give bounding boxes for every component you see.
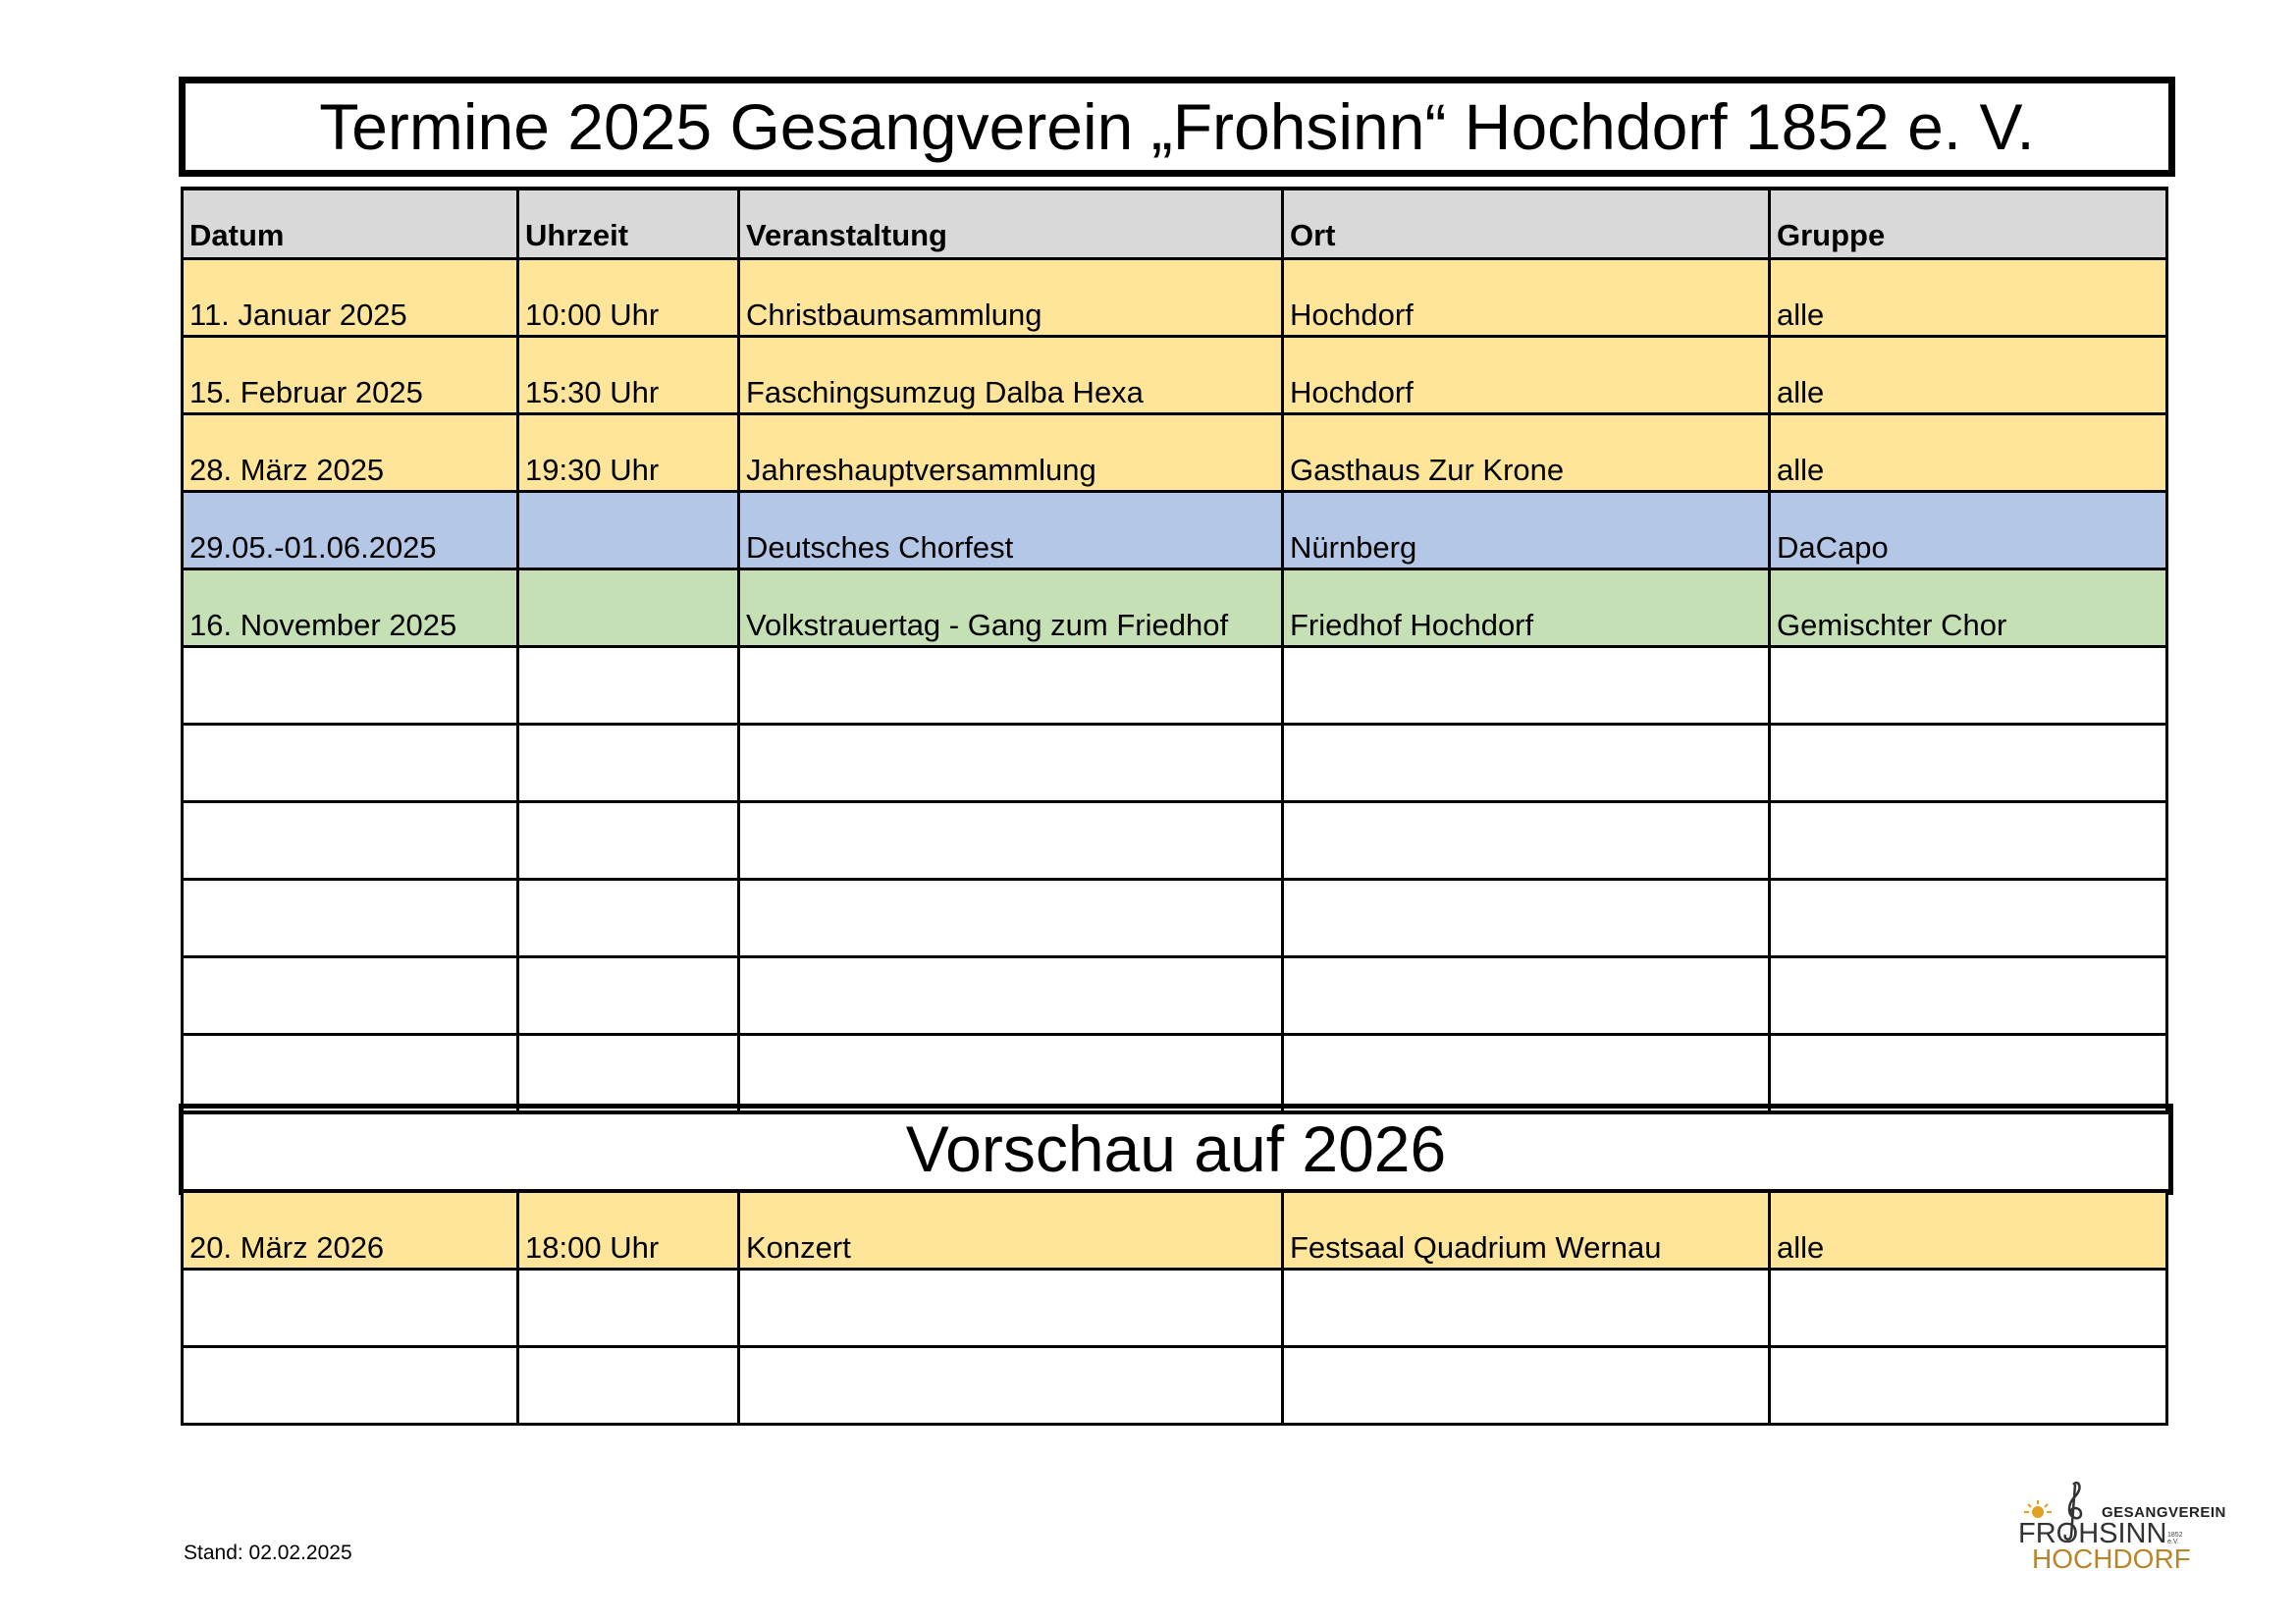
logo-year: 1852 e.V. [2167,1532,2183,1545]
club-logo [2018,1473,2226,1574]
empty-table-row [183,725,2167,802]
table-row [183,492,2167,569]
cell-uhrzeit: 10:00 Uhr [518,259,739,337]
empty-table-row [183,880,2167,957]
table-row [183,1192,2167,1270]
empty-table-row [183,647,2167,725]
cell-datum: 11. Januar 2025 [183,259,518,337]
table-row [183,259,2167,337]
cell-veranstaltung: Faschingsumzug Dalba Hexa [739,337,1283,414]
cell-veranstaltung: Jahreshauptversammlung [739,414,1283,492]
cell-veranstaltung: Deutsches Chorfest [739,492,1283,569]
cell-datum: 16. November 2025 [183,569,518,647]
column-header-datum: Datum [183,189,518,259]
cell-datum: 20. März 2026 [183,1192,518,1270]
cell-datum: 28. März 2025 [183,414,518,492]
empty-table-row [183,957,2167,1035]
cell-gruppe: alle [1770,414,2167,492]
cell-ort: Hochdorf [1283,337,1770,414]
page-title-box [179,77,2175,177]
column-header-uhrzeit: Uhrzeit [518,189,739,259]
stand-date: Stand: 02.02.2025 [184,1542,352,1564]
cell-datum: 15. Februar 2025 [183,337,518,414]
cell-uhrzeit [518,569,739,647]
cell-ort: Gasthaus Zur Krone [1283,414,1770,492]
preview-events-table [181,1190,2168,1426]
column-header-ort: Ort [1283,189,1770,259]
cell-uhrzeit [518,492,739,569]
cell-gruppe: Gemischter Chor [1770,569,2167,647]
empty-table-row [183,1270,2167,1347]
logo-line-gesangverein: GESANGVEREIN [2102,1504,2226,1521]
cell-gruppe: alle [1770,1192,2167,1270]
table-header-row [183,189,2167,259]
column-header-gruppe: Gruppe [1770,189,2167,259]
events-table [181,187,2168,1114]
empty-table-row [183,1347,2167,1425]
cell-ort: Festsaal Quadrium Wernau [1283,1192,1770,1270]
cell-datum: 29.05.-01.06.2025 [183,492,518,569]
cell-veranstaltung: Konzert [739,1192,1283,1270]
table-row [183,337,2167,414]
cell-veranstaltung: Christbaumsammlung [739,259,1283,337]
preview-title-box [179,1104,2173,1195]
cell-ort: Nürnberg [1283,492,1770,569]
table-row [183,569,2167,647]
column-header-veranstaltung: Veranstaltung [739,189,1283,259]
cell-uhrzeit: 15:30 Uhr [518,337,739,414]
empty-table-row [183,1035,2167,1113]
cell-gruppe: alle [1770,259,2167,337]
page-title: Termine 2025 Gesangverein „Frohsinn“ Hochdorf 1852 e. V. [319,90,2035,163]
table-row [183,414,2167,492]
logo-line-hochdorf: HOCHDORF [2032,1543,2191,1574]
logo-line-frohsinn: FROHSINN [2018,1518,2167,1549]
preview-title: Vorschau auf 2026 [905,1112,1447,1185]
cell-gruppe: alle [1770,337,2167,414]
cell-veranstaltung: Volkstrauertag - Gang zum Friedhof [739,569,1283,647]
cell-uhrzeit: 19:30 Uhr [518,414,739,492]
cell-gruppe: DaCapo [1770,492,2167,569]
cell-uhrzeit: 18:00 Uhr [518,1192,739,1270]
cell-ort: Friedhof Hochdorf [1283,569,1770,647]
empty-table-row [183,802,2167,880]
cell-ort: Hochdorf [1283,259,1770,337]
